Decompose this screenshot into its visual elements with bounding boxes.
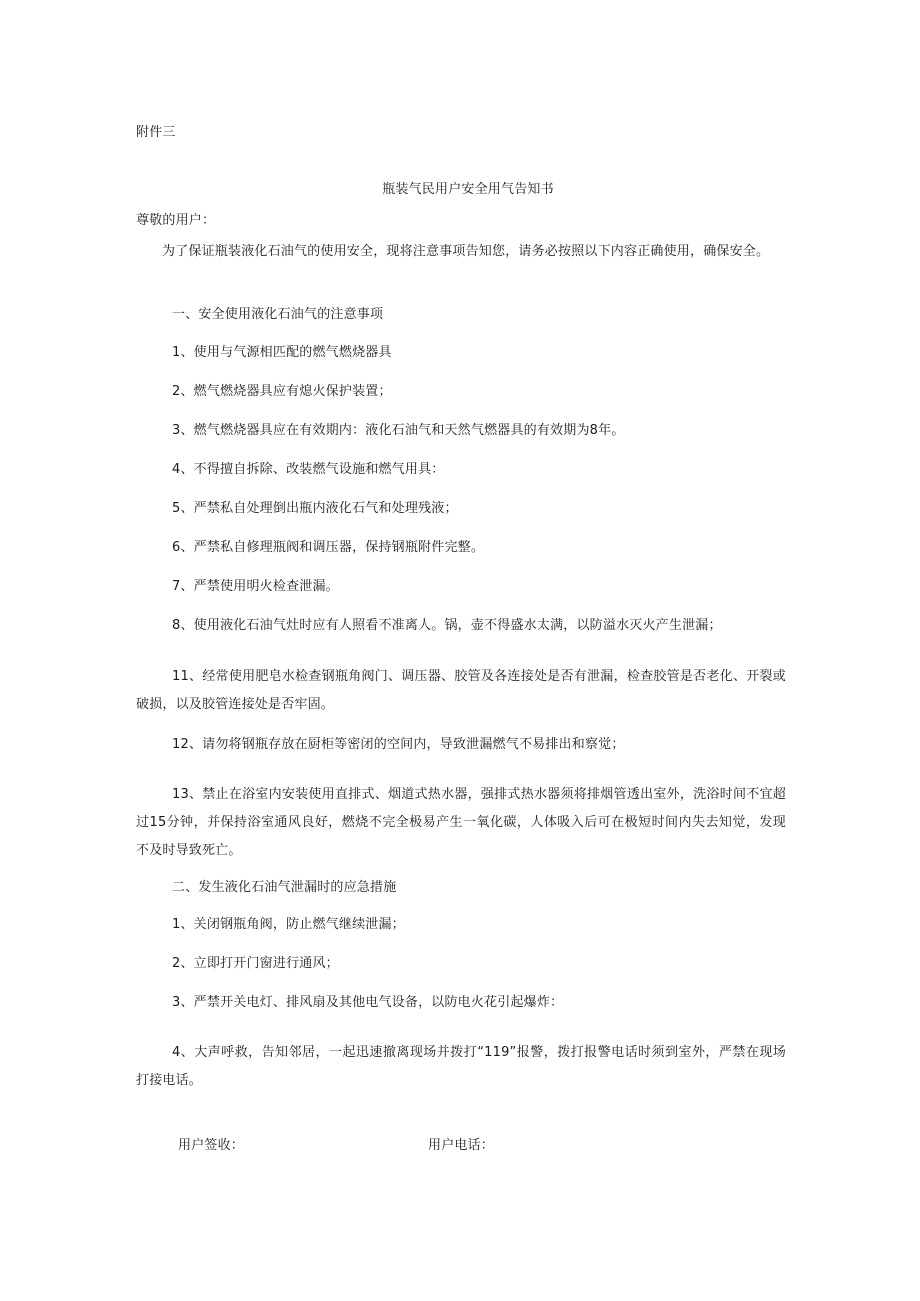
- section1-item: 7、严禁使用明火检查泄漏。: [172, 579, 339, 594]
- section1-item: 5、严禁私自处理倒出瓶内液化石气和处理残液；: [172, 501, 458, 516]
- intro-paragraph: 为了保证瓶装液化石油气的使用安全，现将注意事项告知您，请务必按照以下内容正确使用，确保安全。: [162, 244, 770, 259]
- section1-item: 6、严禁私自修理瓶阀和调压器，保持钢瓶附件完整。: [172, 540, 485, 555]
- section1-item: 8、使用液化石油气灶时应有人照看不准离人。锅，壶不得盛水太满，以防溢水灭火产生泄漏；: [172, 618, 722, 633]
- phone-label: 用户电话：: [428, 1138, 495, 1153]
- signature-label: 用户签收：: [178, 1138, 245, 1153]
- section2-item: 2、立即打开门窗进行通风；: [172, 956, 339, 971]
- section1-item: 13、禁止在浴室内安装使用直排式、烟道式热水器，强排式热水器须将排烟管透出室外，洗浴时间不宜超过15分钟，并保持浴室通风良好，燃烧不完全极易产生一氧化碳，人体吸入后可在极短时间内失去知觉，发现不及时导致死亡。: [136, 787, 786, 858]
- section2-item: 4、大声呼救，告知邻居，一起迅速撤离现场并拨打“119”报警，拨打报警电话时须到室外，严禁在现场打接电话。: [136, 1045, 786, 1088]
- salutation: 尊敬的用户：: [136, 213, 216, 228]
- section1-heading: 一、安全使用液化石油气的注意事项: [172, 307, 384, 322]
- section1-item: 2、燃气燃烧器具应有熄火保护装置；: [172, 384, 392, 399]
- section2-item: 1、关闭钢瓶角阀，防止燃气继续泄漏；: [172, 917, 405, 932]
- section1-item: 1、使用与气源相匹配的燃气燃烧器具: [172, 345, 392, 360]
- section1-item: 4、不得擅自拆除、改装燃气设施和燃气用具：: [172, 462, 445, 477]
- section1-item: 3、燃气燃烧器具应在有效期内：液化石油气和天然气燃器具的有效期为8年。: [172, 423, 625, 438]
- section2-heading: 二、发生液化石油气泄漏时的应急措施: [172, 880, 397, 895]
- section2-item: 3、严禁开关电灯、排风扇及其他电气设备，以防电火花引起爆炸：: [172, 995, 564, 1010]
- section1-item: 11、经常使用肥皂水检查钢瓶角阀门、调压器、胶管及各连接处是否有泄漏，检查胶管是否老化、开裂或破损，以及胶管连接处是否牢固。: [136, 669, 786, 712]
- document-title: 瓶装气民用户安全用气告知书: [382, 182, 554, 197]
- attachment-label: 附件三: [136, 125, 176, 140]
- section1-item: 12、请勿将钢瓶存放在厨柜等密闭的空间内，导致泄漏燃气不易排出和察觉；: [172, 737, 625, 752]
